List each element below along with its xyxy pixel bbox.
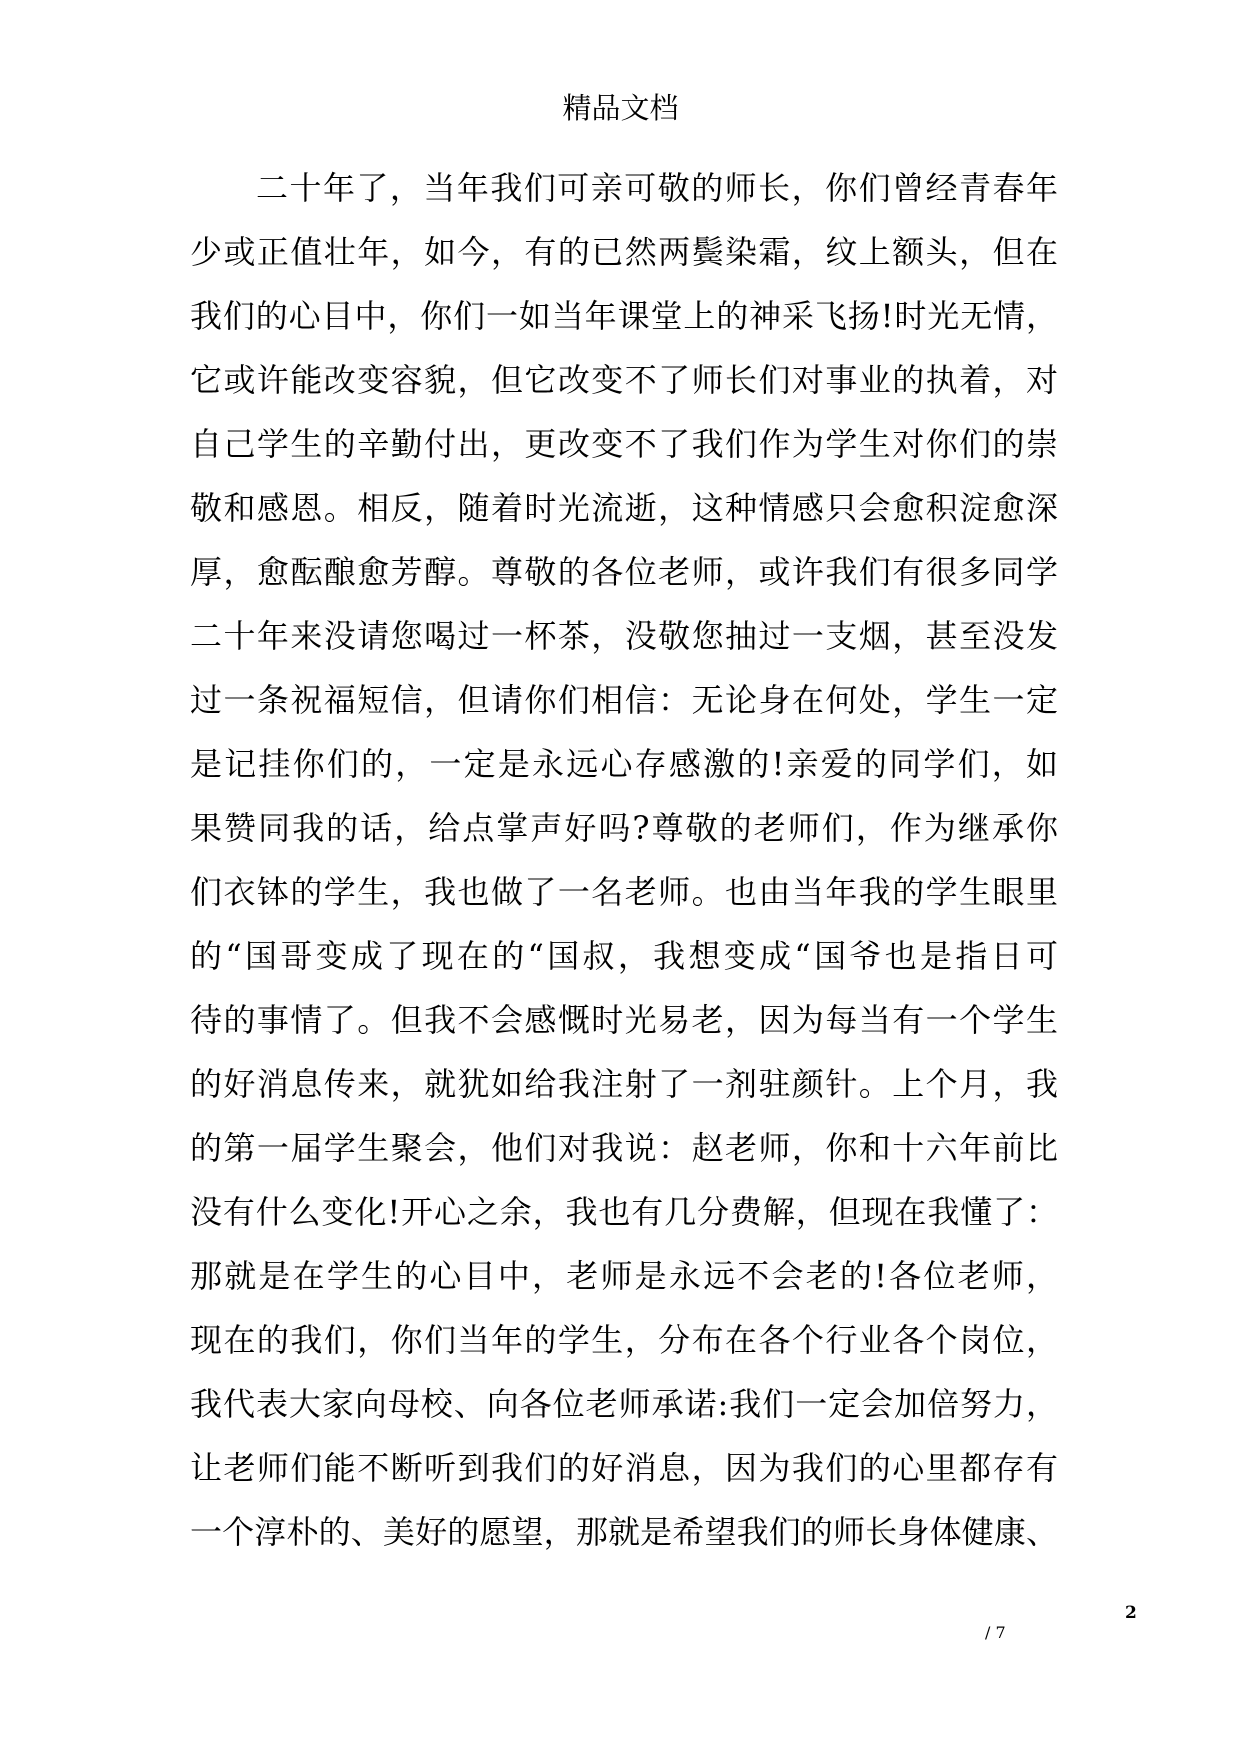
body-line: 厚，愈酝酿愈芳醇。尊敬的各位老师，或许我们有很多同学 [190, 553, 1058, 591]
body-line: 我代表大家向母校、向各位老师承诺:我们一定会加倍努力， [190, 1385, 1058, 1423]
body-line: 的第一届学生聚会，他们对我说：赵老师，你和十六年前比 [190, 1129, 1058, 1167]
body-line: 的好消息传来，就犹如给我注射了一剂驻颜针。上个月，我 [190, 1065, 1058, 1103]
body-line: 它或许能改变容貌，但它改变不了师长们对事业的执着，对 [190, 361, 1058, 399]
body-line: 的“国哥变成了现在的“国叔，我想变成“国爷也是指日可 [190, 937, 1058, 975]
document-body [190, 156, 1058, 1564]
body-line: 那就是在学生的心目中，老师是永远不会老的!各位老师， [190, 1257, 1058, 1295]
page-total: / 7 [985, 1623, 1006, 1642]
document-header-title: 精品文档 [562, 91, 679, 125]
body-line: 我们的心目中，你们一如当年课堂上的神采飞扬!时光无情， [190, 297, 1058, 335]
page-number: 2 [1125, 1603, 1137, 1623]
body-line: 果赞同我的话，给点掌声好吗?尊敬的老师们，作为继承你 [190, 809, 1058, 847]
body-line: 现在的我们，你们当年的学生，分布在各个行业各个岗位， [190, 1321, 1058, 1359]
body-line: 是记挂你们的，一定是永远心存感激的!亲爱的同学们，如 [190, 745, 1058, 783]
body-line: 让老师们能不断听到我们的好消息，因为我们的心里都存有 [190, 1449, 1058, 1487]
body-line: 自己学生的辛勤付出，更改变不了我们作为学生对你们的崇 [190, 425, 1058, 463]
body-line: 二十年来没请您喝过一杯茶，没敬您抽过一支烟，甚至没发 [190, 617, 1058, 655]
body-line: 一个淳朴的、美好的愿望，那就是希望我们的师长身体健康、 [190, 1513, 1058, 1551]
body-line: 待的事情了。但我不会感慨时光易老，因为每当有一个学生 [190, 1001, 1058, 1039]
body-line: 没有什么变化!开心之余，我也有几分费解，但现在我懂了： [190, 1193, 1058, 1231]
body-line: 敬和感恩。相反，随着时光流逝，这种情感只会愈积淀愈深 [190, 489, 1058, 527]
body-line: 二十年了，当年我们可亲可敬的师长，你们曾经青春年 [256, 169, 1058, 207]
body-line: 们衣钵的学生，我也做了一名老师。也由当年我的学生眼里 [190, 873, 1058, 911]
body-line: 少或正值壮年，如今，有的已然两鬓染霜，纹上额头，但在 [190, 233, 1058, 271]
body-line: 过一条祝福短信，但请你们相信：无论身在何处，学生一定 [190, 681, 1058, 719]
